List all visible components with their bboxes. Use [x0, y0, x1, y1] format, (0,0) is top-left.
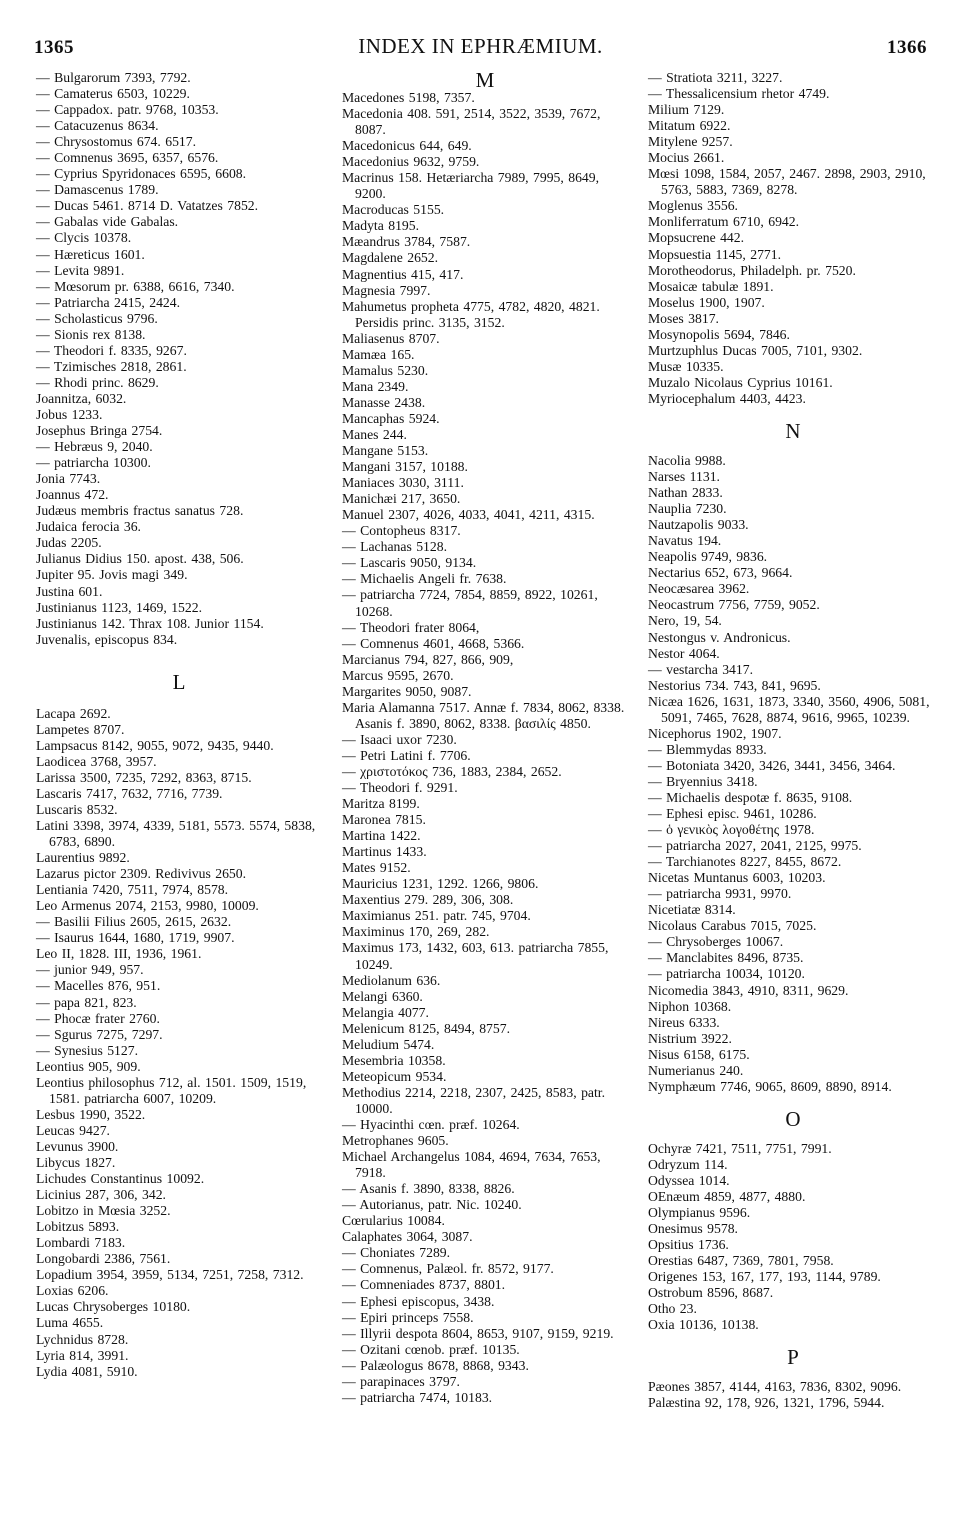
- index-entry: Leontius philosophus 712, al. 1501. 1509, 1519, 1581. patriarcha 6007, 10209.: [36, 1074, 307, 1106]
- index-entry: — Petri Latini f. 7706.: [342, 747, 471, 763]
- index-entry: Marcianus 794, 827, 866, 909,: [342, 651, 514, 667]
- index-entry: — Blemmydas 8933.: [648, 741, 767, 757]
- index-entry: Maxentius 279. 289, 306, 308.: [342, 892, 514, 908]
- index-entry: Lucas Chrysoberges 10180.: [36, 1299, 191, 1315]
- index-entry: Mediolanum 636.: [342, 972, 441, 988]
- index-entry: Macedones 5198, 7357.: [342, 90, 475, 105]
- index-entry: — Camaterus 6503, 10229.: [36, 86, 190, 102]
- index-entry: Lombardi 7183.: [36, 1235, 126, 1251]
- index-entry: Nestorius 734. 743, 841, 9695.: [648, 677, 821, 693]
- index-entry: Nymphæum 7746, 9065, 8609, 8890, 8914.: [648, 1078, 892, 1094]
- index-column-2: [342, 70, 628, 1406]
- index-entry: Judæus membris fractus sanatus 728.: [36, 503, 244, 519]
- index-entry: Opsitius 1736.: [648, 1237, 729, 1253]
- index-entry: Meludium 5474.: [342, 1036, 435, 1052]
- index-entry: Moglenus 3556.: [648, 198, 738, 214]
- index-entry: — Comnenus, Palæol. fr. 8572, 9177.: [342, 1261, 554, 1277]
- index-entry: Martinus 1433.: [342, 844, 427, 860]
- index-entry: Latini 3398, 3974, 4339, 5181, 5573. 5574, 5838, 6783, 6890.: [36, 818, 316, 850]
- index-entry: Nicomedia 3843, 4910, 8311, 9629.: [648, 982, 849, 998]
- index-entry: Lydia 4081, 5910.: [36, 1363, 138, 1379]
- index-entry: Maria Alamanna 7517. Annæ f. 7834, 8062, 8338. Asanis f. 3890, 8062, 8338. βασιλίς 4850.: [342, 699, 625, 731]
- index-entry: Laodicea 3768, 3957.: [36, 753, 157, 769]
- index-entry: Jonia 7743.: [36, 471, 101, 487]
- index-entry: — patriarcha 10034, 10120.: [648, 966, 805, 982]
- index-entry: — Clycis 10378.: [36, 230, 132, 246]
- index-entry: Josephus Bringa 2754.: [36, 423, 163, 439]
- index-entry: Myriocephalum 4403, 4423.: [648, 390, 806, 406]
- index-entry: Lacapa 2692.: [36, 705, 111, 721]
- index-entry: Judaica ferocia 36.: [36, 519, 141, 535]
- index-entry: — Autorianus, patr. Nic. 10240.: [342, 1197, 522, 1213]
- index-entry: Michael Archangelus 1084, 4694, 7634, 7653, 7918.: [342, 1149, 601, 1181]
- index-entry: Nisus 6158, 6175.: [648, 1046, 750, 1062]
- right-page-number: 1366: [887, 37, 927, 58]
- index-entry: Otho 23.: [648, 1301, 697, 1317]
- index-entry: Oxia 10136, 10138.: [648, 1317, 759, 1333]
- index-entry: Licinius 287, 306, 342.: [36, 1187, 166, 1203]
- index-entry: Marcus 9595, 2670.: [342, 667, 454, 683]
- index-entry: Nathan 2833.: [648, 485, 723, 501]
- index-entry: Libycus 1827.: [36, 1155, 116, 1170]
- index-entry: Mana 2349.: [342, 378, 409, 394]
- index-entry: — vestarcha 3417.: [648, 661, 754, 677]
- index-entry: — Chrysostomus 674. 6517.: [36, 134, 197, 150]
- index-entry: Mauricius 1231, 1292. 1266, 9806.: [342, 876, 539, 892]
- index-entry: Larissa 3500, 7235, 7292, 8363, 8715.: [36, 769, 252, 785]
- index-entry: Leo Armenus 2074, 2153, 9980, 10009.: [36, 898, 259, 914]
- index-entry: — Stratiota 3211, 3227.: [648, 70, 783, 85]
- index-entry: — Choniates 7289.: [342, 1245, 451, 1261]
- index-entry: — Palæologus 8678, 8868, 9343.: [342, 1357, 529, 1373]
- index-entry: — Bryennius 3418.: [648, 773, 758, 789]
- index-entry: Leucas 9427.: [36, 1122, 110, 1138]
- index-entry: Lichudes Constantinus 10092.: [36, 1171, 205, 1187]
- index-entry: Morotheodorus, Philadelph. pr. 7520.: [648, 262, 856, 278]
- index-entry: Justina 601.: [36, 583, 103, 599]
- index-entry: — Theodori frater 8064,: [342, 619, 480, 635]
- index-entry: Levunus 3900.: [36, 1138, 119, 1154]
- index-entry: — parapinaces 3797.: [342, 1373, 460, 1389]
- index-entry: — Sionis rex 8138.: [36, 326, 146, 342]
- index-entry: Mamalus 5230.: [342, 362, 429, 378]
- index-entry: Manichæi 217, 3650.: [342, 491, 461, 507]
- index-entry: — ὁ γενικὸς λογοθέτης 1978.: [648, 822, 815, 838]
- index-entry: Lazarus pictor 2309. Redivivus 2650.: [36, 866, 247, 882]
- index-entry: — χριστοτόκος 736, 1883, 2384, 2652.: [342, 763, 562, 779]
- index-entry: Melangia 4077.: [342, 1004, 429, 1020]
- index-entry: — Comnenus 3695, 6357, 6576.: [36, 150, 219, 166]
- section-letter-l: L: [172, 669, 186, 694]
- index-entry: Odryzum 114.: [648, 1156, 728, 1172]
- index-entry: — Levita 9891.: [36, 262, 125, 278]
- index-entry: Juvenalis, episcopus 834.: [36, 631, 178, 647]
- index-entry: Palæstina 92, 178, 926, 1321, 1796, 5944.: [648, 1395, 885, 1411]
- index-entry: — Macelles 876, 951.: [36, 978, 161, 994]
- index-entry: Ochyræ 7421, 7511, 7751, 7991.: [648, 1140, 832, 1156]
- index-entry: Macedonia 408. 591, 2514, 3522, 3539, 7672, 8087.: [342, 106, 601, 138]
- index-entry: Navatus 194.: [648, 533, 722, 549]
- index-entry: Margarites 9050, 9087.: [342, 683, 472, 699]
- index-entry: Ostrobum 8596, 8687.: [648, 1285, 774, 1301]
- index-entry: Mates 9152.: [342, 860, 411, 876]
- index-entry: Nicæa 1626, 1631, 1873, 3340, 3560, 4906, 5081, 5091, 7465, 7628, 8874, 9616, 9965, 10239.: [648, 693, 930, 725]
- index-entry: Joannitza, 6032.: [36, 390, 127, 406]
- index-entry: Metrophanes 9605.: [342, 1133, 449, 1149]
- index-entry: Murtzuphlus Ducas 7005, 7101, 9302.: [648, 342, 863, 358]
- index-entry: Mocius 2661.: [648, 150, 725, 166]
- index-entry: Lyria 814, 3991.: [36, 1347, 129, 1363]
- index-entry: Nireus 6333.: [648, 1014, 720, 1030]
- index-entry: — Synesius 5127.: [36, 1042, 139, 1058]
- index-entry: Mopsuestia 1145, 2771.: [648, 246, 782, 262]
- index-entry: — Damascenus 1789.: [36, 182, 159, 198]
- index-entry: — Hyacinthi cœn. præf. 10264.: [342, 1117, 520, 1132]
- index-entry: Mahumetus propheta 4775, 4782, 4820, 4821. Persidis princ. 3135, 3152.: [342, 298, 600, 330]
- index-entry: Calaphates 3064, 3087.: [342, 1229, 473, 1245]
- index-entry: — junior 949, 957.: [36, 962, 144, 978]
- index-entry: Lopadium 3954, 3959, 5134, 7251, 7258, 7312.: [36, 1267, 304, 1283]
- index-entry: Numerianus 240.: [648, 1062, 744, 1078]
- index-entry: — Tzimisches 2818, 2861.: [36, 358, 187, 374]
- index-entry: — Theodori f. 9291.: [342, 780, 458, 796]
- index-entry: Neapolis 9749, 9836.: [648, 549, 768, 565]
- index-entry: Nacolia 9988.: [648, 452, 726, 468]
- index-entry: Neocastrum 7756, 7759, 9052.: [648, 597, 820, 613]
- index-entry: — patriarcha 9931, 9970.: [648, 886, 792, 902]
- index-entry: — Lachanas 5128.: [342, 539, 448, 555]
- index-entry: Nero, 19, 54.: [648, 613, 722, 629]
- index-entry: Leo II, 1828. III, 1936, 1961.: [36, 946, 202, 962]
- index-entry: Lentiania 7420, 7511, 7974, 8578.: [36, 882, 229, 898]
- index-entry: Lychnidus 8728.: [36, 1331, 129, 1347]
- index-entry: — Bulgarorum 7393, 7792.: [36, 70, 191, 85]
- index-entry: Origenes 153, 167, 177, 193, 1144, 9789.: [648, 1269, 881, 1285]
- index-column-3: [648, 70, 938, 1412]
- index-entry: Orestias 6487, 7369, 7801, 7958.: [648, 1253, 834, 1269]
- index-entry: Loxias 6206.: [36, 1283, 109, 1299]
- section-letter-n: N: [785, 418, 801, 443]
- index-entry: Julianus Didius 150. apost. 438, 506.: [36, 551, 244, 567]
- index-entry: — Phocæ frater 2760.: [36, 1010, 160, 1026]
- index-entry: Maximianus 251. patr. 745, 9704.: [342, 908, 531, 924]
- index-entry: Mosaicæ tabulæ 1891.: [648, 278, 774, 294]
- index-entry: — patriarcha 7724, 7854, 8859, 8922, 10261, 10268.: [342, 587, 598, 619]
- index-entry: Manuel 2307, 4026, 4033, 4041, 4211, 4315.: [342, 507, 595, 523]
- index-entry: Mangani 3157, 10188.: [342, 459, 468, 475]
- index-entry: — Hæreticus 1601.: [36, 246, 145, 262]
- index-entry: Macroducas 5155.: [342, 202, 445, 218]
- index-entry: — Theodori f. 8335, 9267.: [36, 342, 187, 358]
- index-entry: — Michaelis Angeli fr. 7638.: [342, 571, 507, 587]
- index-entry: Magnentius 415, 417.: [342, 266, 464, 282]
- index-entry: — patriarcha 10300.: [36, 455, 151, 471]
- index-entry: Mangane 5153.: [342, 443, 429, 459]
- index-entry: Neocæsarea 3962.: [648, 581, 750, 597]
- index-entry: — Chrysoberges 10067.: [648, 934, 784, 950]
- index-entry: — patriarcha 7474, 10183.: [342, 1389, 493, 1405]
- index-entry: — Ducas 5461. 8714 D. Vatatzes 7852.: [36, 198, 259, 214]
- index-entry: Narses 1131.: [648, 469, 720, 485]
- index-entry: Justinianus 142. Thrax 108. Junior 1154.: [36, 615, 264, 631]
- index-entry: Muzalo Nicolaus Cyprius 10161.: [648, 374, 833, 390]
- index-entry: Maritza 8199.: [342, 796, 420, 812]
- index-entry: Joannus 472.: [36, 487, 109, 503]
- index-entry: Martina 1422.: [342, 828, 421, 844]
- index-entry: Longobardi 2386, 7561.: [36, 1251, 171, 1267]
- index-entry: — Scholasticus 9796.: [36, 310, 158, 326]
- index-entry: Lascaris 7417, 7632, 7716, 7739.: [36, 785, 223, 801]
- index-entry: Moses 3817.: [648, 310, 719, 326]
- index-entry: Nestongus v. Andronicus.: [648, 629, 791, 645]
- index-entry: Nestor 4064.: [648, 645, 720, 661]
- index-entry: — Catacuzenus 8634.: [36, 118, 159, 134]
- index-entry: Justinianus 1123, 1469, 1522.: [36, 599, 202, 615]
- section-letter-m: M: [475, 68, 495, 92]
- index-entry: Nectarius 652, 673, 9664.: [648, 565, 793, 581]
- index-entry: Judas 2205.: [36, 535, 102, 551]
- index-entry: Musæ 10335.: [648, 358, 724, 374]
- index-entry: Jobus 1233.: [36, 406, 103, 422]
- index-entry: Mancaphas 5924.: [342, 410, 440, 426]
- index-entry: Monliferratum 6710, 6942.: [648, 214, 800, 230]
- index-entry: — Gabalas vide Gabalas.: [36, 214, 179, 230]
- left-page-number: 1365: [34, 37, 74, 58]
- index-entry: Magdalene 2652.: [342, 250, 439, 266]
- index-entry: Madyta 8195.: [342, 218, 420, 234]
- index-entry: — Epiri princeps 7558.: [342, 1309, 474, 1325]
- index-entry: Mopsucrene 442.: [648, 230, 745, 246]
- index-entry: Jupiter 95. Jovis magi 349.: [36, 567, 188, 583]
- index-entry: Lampetes 8707.: [36, 721, 125, 737]
- index-entry: — Botoniata 3420, 3426, 3441, 3456, 3464.: [648, 757, 896, 773]
- index-entry: — Illyrii despota 8604, 8653, 9107, 9159, 9219.: [342, 1325, 614, 1341]
- index-entry: Pæones 3857, 4144, 4163, 7836, 8302, 9096.: [648, 1379, 902, 1395]
- index-entry: Lampsacus 8142, 9055, 9072, 9435, 9440.: [36, 737, 274, 753]
- index-entry: — Michaelis despotæ f. 8635, 9108.: [648, 789, 853, 805]
- index-entry: — Thessalicensium rhetor 4749.: [648, 86, 830, 102]
- index-entry: — Mœsorum pr. 6388, 6616, 7340.: [36, 278, 235, 294]
- index-entry: — Cyprius Spyridonaces 6595, 6608.: [36, 166, 247, 182]
- index-entry: Nauplia 7230.: [648, 501, 727, 517]
- section-letter-p: P: [787, 1345, 799, 1370]
- page-header: [34, 34, 927, 64]
- index-entry: Nistrium 3922.: [648, 1030, 732, 1046]
- index-entry: Maliasenus 8707.: [342, 330, 440, 346]
- index-entry: Onesimus 9578.: [648, 1221, 738, 1237]
- index-entry: — Comnenus 4601, 4668, 5366.: [342, 635, 525, 651]
- index-entry: Laurentius 9892.: [36, 850, 130, 866]
- index-entry: — Ozitani cœnob. præf. 10135.: [342, 1341, 520, 1357]
- index-entry: Nicephorus 1902, 1907.: [648, 725, 782, 741]
- index-entry: Lobitzo in Mœsia 3252.: [36, 1203, 171, 1219]
- index-entry: — Asanis f. 3890, 8338, 8826.: [342, 1181, 515, 1197]
- index-entry: Olympianus 9596.: [648, 1205, 751, 1221]
- index-entry: Melenicum 8125, 8494, 8757.: [342, 1020, 510, 1036]
- index-entry: Mœsi 1098, 1584, 2057, 2467. 2898, 2903, 2910, 5763, 5883, 7369, 8278.: [648, 166, 926, 198]
- index-entry: — Hebræus 9, 2040.: [36, 439, 153, 455]
- index-entry: Odyssea 1014.: [648, 1172, 730, 1188]
- index-entry: Lesbus 1990, 3522.: [36, 1106, 146, 1122]
- index-entry: Cœrularius 10084.: [342, 1213, 445, 1229]
- index-entry: Mamæa 165.: [342, 346, 415, 362]
- index-column-1: [36, 70, 322, 1380]
- page-title: INDEX IN EPHRÆMIUM.: [358, 34, 603, 58]
- index-entry: Nicetas Muntanus 6003, 10203.: [648, 870, 826, 886]
- index-entry: Macedonicus 644, 649.: [342, 138, 472, 154]
- index-entry: Methodius 2214, 2218, 2307, 2425, 8583, patr. 10000.: [342, 1084, 606, 1116]
- index-entry: Nicetiatæ 8314.: [648, 902, 736, 918]
- index-entry: Meteopicum 9534.: [342, 1068, 447, 1084]
- index-entry: Maniaces 3030, 3111.: [342, 475, 464, 491]
- index-entry: — Rhodi princ. 8629.: [36, 374, 159, 390]
- index-entry: Manes 244.: [342, 426, 407, 442]
- index-entry: Nicolaus Carabus 7015, 7025.: [648, 918, 817, 934]
- index-entry: Macrinus 158. Hetæriarcha 7989, 7995, 8649, 9200.: [342, 170, 600, 202]
- index-entry: — Comneniades 8737, 8801.: [342, 1277, 506, 1293]
- index-entry: Milium 7129.: [648, 102, 725, 118]
- section-letter-o: O: [785, 1106, 801, 1131]
- index-entry: Macedonius 9632, 9759.: [342, 154, 480, 170]
- index-entry: Mæandrus 3784, 7587.: [342, 234, 471, 250]
- index-entry: Maximus 173, 1432, 603, 613. patriarcha 7855, 10249.: [342, 940, 609, 972]
- index-entry: Maronea 7815.: [342, 812, 426, 828]
- index-entry: Luscaris 8532.: [36, 801, 118, 817]
- index-entry: — Sgurus 7275, 7297.: [36, 1026, 163, 1042]
- index-entry: Niphon 10368.: [648, 998, 732, 1014]
- index-entry: Melangi 6360.: [342, 988, 423, 1004]
- index-entry: Leontius 905, 909.: [36, 1058, 141, 1074]
- index-entry: Mitatum 6922.: [648, 118, 731, 134]
- index-entry: Maximinus 170, 269, 282.: [342, 924, 490, 940]
- index-entry: — Manclabites 8496, 8735.: [648, 950, 804, 966]
- index-entry: — Ephesi episcopus, 3438.: [342, 1293, 495, 1309]
- index-entry: — Isaurus 1644, 1680, 1719, 9907.: [36, 930, 235, 946]
- index-entry: — Patriarcha 2415, 2424.: [36, 294, 181, 310]
- index-entry: Lobitzus 5893.: [36, 1219, 120, 1235]
- index-entry: — Ephesi episc. 9461, 10286.: [648, 806, 817, 822]
- index-entry: — Basilii Filius 2605, 2615, 2632.: [36, 914, 232, 930]
- index-entry: — papa 821, 823.: [36, 994, 137, 1010]
- index-entry: Mitylene 9257.: [648, 134, 733, 150]
- index-entry: Nautzapolis 9033.: [648, 517, 749, 533]
- index-entry: — Tarchianotes 8227, 8455, 8672.: [648, 854, 842, 870]
- index-entry: Magnesia 7997.: [342, 282, 431, 298]
- index-entry: — Isaaci uxor 7230.: [342, 731, 457, 747]
- index-entry: — Cappadox. patr. 9768, 10353.: [36, 102, 219, 118]
- index-entry: — Contopheus 8317.: [342, 523, 461, 539]
- index-entry: — Lascaris 9050, 9134.: [342, 555, 477, 571]
- index-entry: — patriarcha 2027, 2041, 2125, 9975.: [648, 838, 862, 854]
- index-entry: OEnæum 4859, 4877, 4880.: [648, 1189, 806, 1204]
- index-entry: Mesembria 10358.: [342, 1052, 446, 1068]
- index-entry: Luma 4655.: [36, 1315, 104, 1331]
- index-entry: Manasse 2438.: [342, 394, 426, 410]
- index-entry: Mosynopolis 5694, 7846.: [648, 326, 790, 342]
- index-entry: Moselus 1900, 1907.: [648, 294, 765, 310]
